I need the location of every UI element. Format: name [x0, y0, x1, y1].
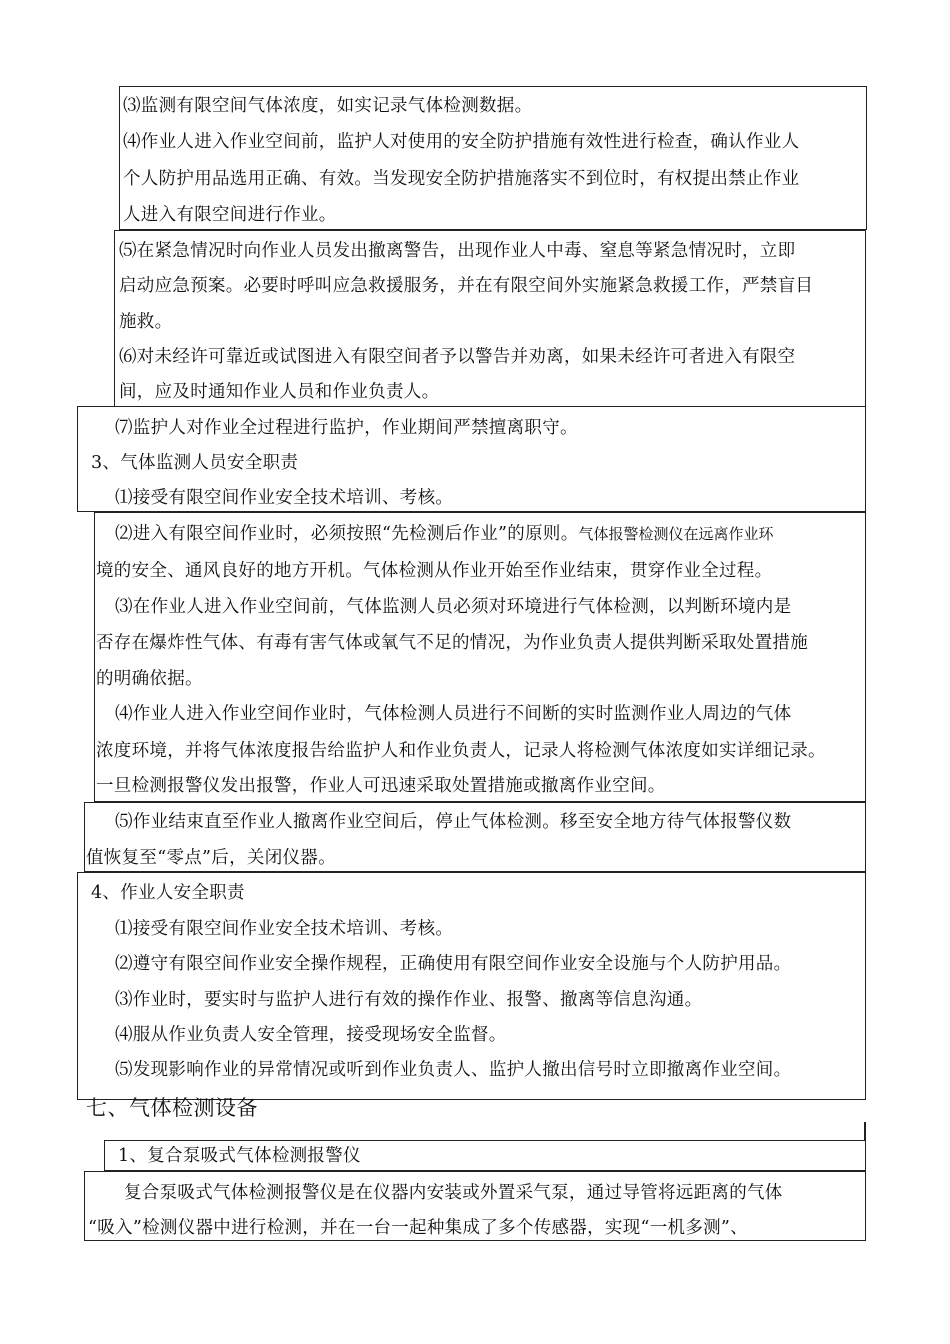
gas-item-5-line2: 值恢复至“零点”后，关闭仪器。	[86, 848, 336, 868]
chapter-7-sub1: 1、复合泵吸式气体检测报警仪	[118, 1146, 361, 1166]
gas-item-3-line3: 的明确依据。	[96, 669, 203, 689]
monitor-item-4-line2: 个人防护用品选用正确、有效。当发现安全防护措施落实不到位时，有权提出禁止作业	[123, 169, 800, 189]
monitor-item-5-line1: ⑸在紧急情况时向作业人员发出撤离警告，出现作业人中毒、窒息等紧急情况时，立即	[119, 241, 796, 261]
right-edge-tick	[864, 1122, 866, 1140]
worker-item-4: ⑷服从作业负责人安全管理，接受现场安全监督。	[115, 1025, 507, 1045]
gas-item-2-line1-main: ⑵进入有限空间作业时，必须按照“先检测后作业”的原则。	[115, 524, 579, 544]
monitor-item-7: ⑺监护人对作业全过程进行监护，作业期间严禁擅离职守。	[115, 418, 578, 438]
monitor-item-5-line2: 启动应急预案。必要时呼叫应急救援服务，并在有限空间外实施紧急救援工作，严禁盲目	[119, 276, 814, 296]
gas-item-4-line1: ⑷作业人进入作业空间作业时，气体检测人员进行不间断的实时监测作业人周边的气体	[115, 704, 792, 724]
monitor-item-4-line1: ⑷作业人进入作业空间前，监护人对使用的安全防护措施有效性进行检查，确认作业人	[123, 132, 800, 152]
gas-item-2-line2: 境的安全、通风良好的地方开机。气体检测从作业开始至作业结束，贯穿作业全过程。	[96, 561, 773, 581]
gas-item-3-line2: 否存在爆炸性气体、有毒有害气体或氧气不足的情况，为作业负责人提供判断采取处置措施	[96, 633, 808, 653]
worker-item-1: ⑴接受有限空间作业安全技术培训、考核。	[115, 919, 454, 939]
chapter-7-para-line1: 复合泵吸式气体检测报警仪是在仪器内安装或外置采气泵，通过导管将远距离的气体	[124, 1183, 783, 1203]
gas-item-1: ⑴接受有限空间作业安全技术培训、考核。	[115, 488, 454, 508]
gas-item-4-line3: 一旦检测报警仪发出报警，作业人可迅速采取处置措施或撤离作业空间。	[96, 776, 666, 796]
worker-item-5: ⑸发现影响作业的异常情况或听到作业负责人、监护人撤出信号时立即撤离作业空间。	[115, 1060, 792, 1080]
gas-item-3-line1: ⑶在作业人进入作业空间前，气体监测人员必须对环境进行气体检测，以判断环境内是	[115, 597, 792, 617]
gas-item-4-line2: 浓度环境，并将气体浓度报告给监护人和作业负责人，记录人将检测气体浓度如实详细记录。	[96, 741, 826, 761]
worker-section-title: 4、作业人安全职责	[91, 883, 245, 903]
gas-item-2-line1-small: 气体报警检测仪在远离作业环	[578, 525, 774, 543]
worker-item-2: ⑵遵守有限空间作业安全操作规程，正确使用有限空间作业安全设施与个人防护用品。	[115, 954, 792, 974]
chapter-7-para-line2: “吸入”检测仪器中进行检测，并在一台一起种集成了多个传感器，实现“一机多测”、	[88, 1218, 748, 1238]
gas-section-title: 3、气体监测人员安全职责	[91, 453, 299, 473]
chapter-7-heading: 七、气体检测设备	[86, 1096, 258, 1120]
monitor-item-6-line2: 间，应及时通知作业人员和作业负责人。	[119, 382, 440, 402]
monitor-item-3: ⑶监测有限空间气体浓度，如实记录气体检测数据。	[123, 96, 533, 116]
monitor-item-4-line3: 人进入有限空间进行作业。	[123, 205, 337, 225]
monitor-item-6-line1: ⑹对未经许可靠近或试图进入有限空间者予以警告并劝离，如果未经许可者进入有限空	[119, 347, 796, 367]
monitor-item-5-line3: 施救。	[119, 312, 173, 332]
worker-item-3: ⑶作业时，要实时与监护人进行有效的操作作业、报警、撤离等信息沟通。	[115, 990, 703, 1010]
gas-item-5-line1: ⑸作业结束直至作业人撤离作业空间后，停止气体检测。移至安全地方待气体报警仪数	[115, 812, 792, 832]
gas-item-2-line1	[115, 523, 774, 545]
